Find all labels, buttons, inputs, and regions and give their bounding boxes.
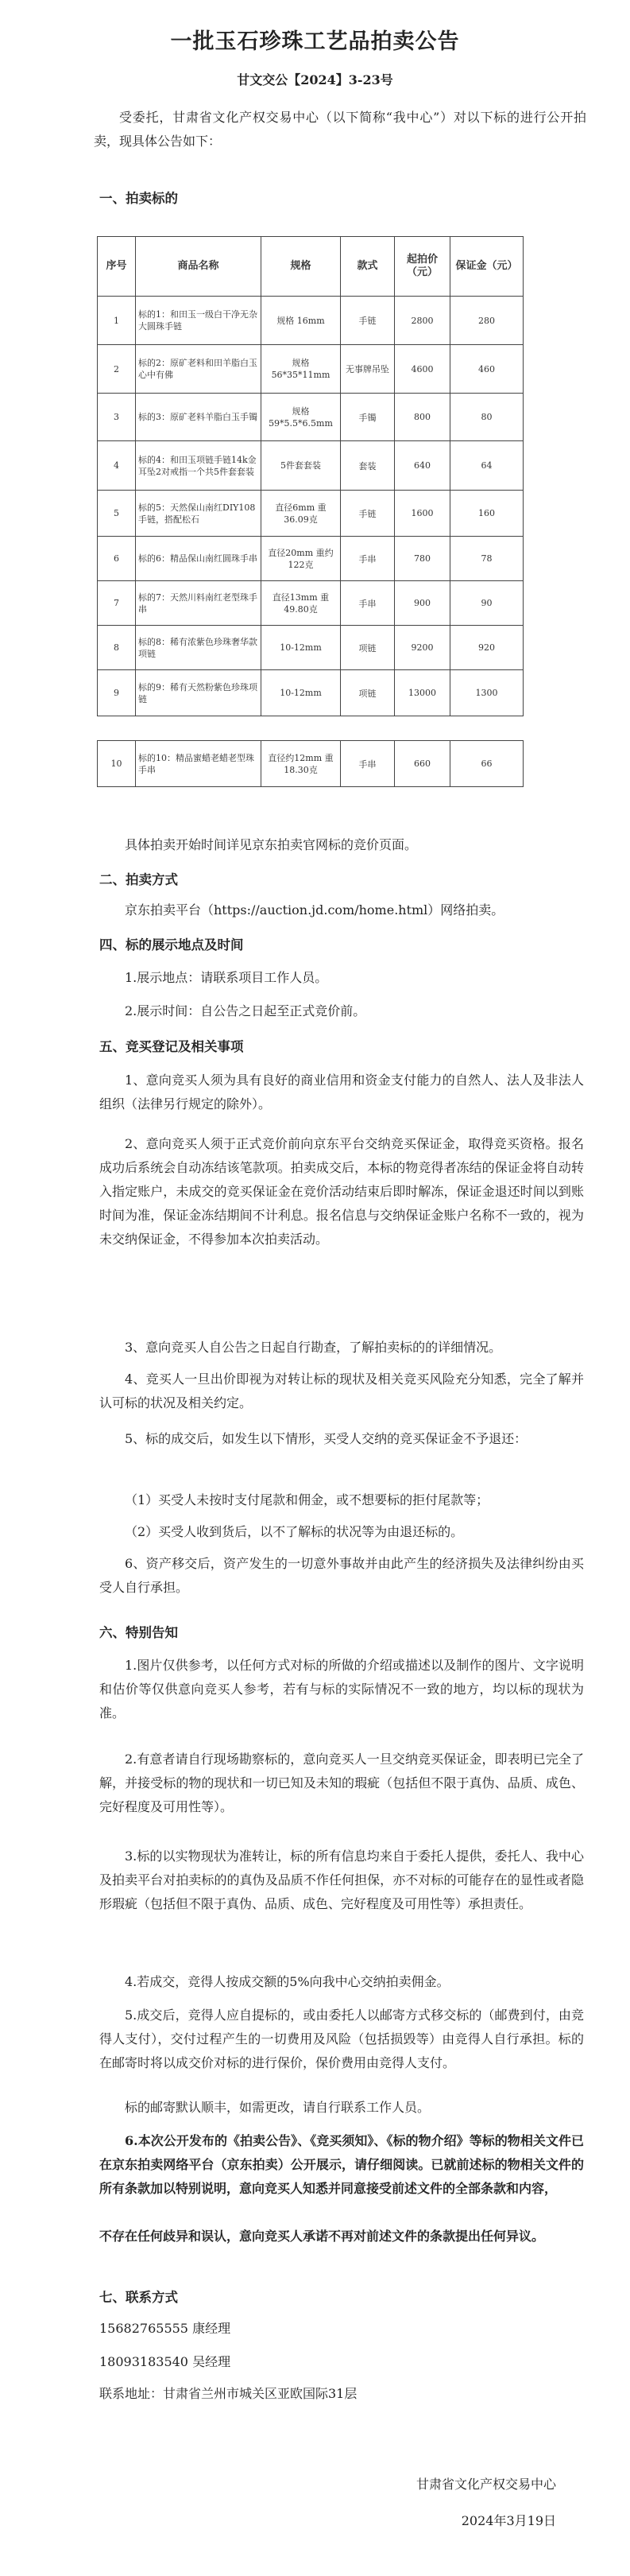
display-place: 1.展示地点：请联系项目工作人员。 — [125, 970, 328, 985]
cell-no: 8 — [98, 626, 136, 670]
table-row — [98, 670, 524, 716]
header-name: 商品名称 — [136, 237, 261, 297]
cell-style: 手镯 — [341, 394, 395, 441]
cell-deposit: 66 — [450, 741, 524, 787]
cell-name: 标的6：精品保山南红圆珠手串 — [136, 537, 261, 581]
registration-item-5b: （2）买受人收到货后，以不了解标的状况等为由退还标的。 — [125, 1524, 464, 1539]
cell-spec: 10-12mm — [261, 670, 341, 716]
registration-item-4: 4、竞买人一旦出价即视为对转让标的现状及相关竞买风险充分知悉，完全了解并认可标的状况及相关约定。 — [99, 1371, 584, 1410]
table-row — [98, 537, 524, 581]
section-heading-special: 六、特别告知 — [99, 1625, 178, 1640]
cell-no: 3 — [98, 394, 136, 441]
special-item-1: 1.图片仅供参考，以任何方式对标的所做的介绍或描述以及制作的图片、文字说明和估价等仅供意向竞买人参考，若有与标的实际情况不一致的地方，均以标的现状为准。 — [99, 1658, 584, 1721]
cell-spec: 直径约12mm 重18.30克 — [261, 741, 341, 787]
section-heading-registration: 五、竞买登记及相关事项 — [99, 1039, 244, 1054]
cell-deposit: 80 — [450, 394, 524, 441]
cell-deposit: 280 — [450, 297, 524, 345]
special-item-2: 2.有意者请自行现场勘察标的，意向竞买人一旦交纳竞买保证金，即表明已完全了解，并接受标的物的现状和一切已知及未知的瑕疵（包括但不限于真伪、品质、成色、完好程度及可用性等）。 — [99, 1752, 584, 1814]
cell-start-price: 1600 — [395, 491, 450, 537]
cell-start-price: 660 — [395, 741, 450, 787]
section-heading-method: 二、拍卖方式 — [99, 872, 178, 887]
display-time: 2.展示时间：自公告之日起至正式竞价前。 — [125, 1003, 366, 1018]
cell-name: 标的8：稀有浓紫色珍珠奢华款项链 — [136, 626, 261, 670]
cell-deposit: 78 — [450, 537, 524, 581]
contact-phone-1: 15682765555 康经理 — [99, 2321, 231, 2336]
header-no: 序号 — [98, 237, 136, 297]
cell-style: 无事牌吊坠 — [341, 345, 395, 394]
cell-spec: 5件套套装 — [261, 441, 341, 491]
cell-name: 标的9：稀有天然粉紫色珍珠项链 — [136, 670, 261, 716]
cell-spec: 规格 56*35*11mm — [261, 345, 341, 394]
registration-item-3: 3、意向竞买人自公告之日起自行勘查，了解拍卖标的的详细情况。 — [125, 1340, 502, 1355]
registration-item-5a: （1）买受人未按时支付尾款和佣金，或不想要标的拒付尾款等； — [125, 1492, 489, 1507]
cell-spec: 10-12mm — [261, 626, 341, 670]
section-heading-display: 四、标的展示地点及时间 — [99, 937, 244, 952]
lots-table — [97, 236, 524, 787]
document-number: 甘文交公【2024】3-23号 — [237, 72, 393, 87]
registration-item-5: 5、标的成交后，如发生以下情形，买受人交纳的竞买保证金不予退还： — [125, 1431, 528, 1446]
cell-style: 项链 — [341, 670, 395, 716]
header-style: 款式 — [341, 237, 395, 297]
special-item-6: 6.本次公开发布的《拍卖公告》、《竞买须知》、《标的物介绍》等标的物相关文件已在京东拍卖网络平台（京东拍卖）公开展示，请仔细阅读。已就前述标的物相关文件的所有条款加以特别说明，意向竞买人知悉并同意接受前述文件的全部条款和内容， — [99, 2133, 584, 2196]
cell-deposit: 160 — [450, 491, 524, 537]
section-heading-contact: 七、联系方式 — [99, 2290, 178, 2305]
special-item-5b: 标的邮寄默认顺丰，如需更改，请自行联系工作人员。 — [125, 2100, 431, 2115]
signature-org: 甘肃省文化产权交易中心 — [415, 2477, 556, 2492]
header-spec: 规格 — [261, 237, 341, 297]
cell-name: 标的1：和田玉一级白干净无杂大圆珠手链 — [136, 297, 261, 345]
cell-name: 标的4：和田玉项链手链14k金耳坠2对戒指一个共5件套套装 — [136, 441, 261, 491]
table-row — [98, 626, 524, 670]
cell-no: 2 — [98, 345, 136, 394]
cell-style: 手串 — [341, 581, 395, 626]
cell-spec: 直径20mm 重约122克 — [261, 537, 341, 581]
contact-phone-2: 18093183540 吴经理 — [99, 2354, 231, 2369]
cell-no: 6 — [98, 537, 136, 581]
cell-start-price: 2800 — [395, 297, 450, 345]
cell-spec: 直径13mm 重49.80克 — [261, 581, 341, 626]
cell-style: 手链 — [341, 297, 395, 345]
header-deposit: 保证金（元） — [450, 237, 524, 297]
table-row — [98, 491, 524, 537]
registration-item-6: 6、资产移交后，资产发生的一切意外事故并由此产生的经济损失及法律纠纷由买受人自行承担。 — [99, 1556, 584, 1595]
cell-deposit: 460 — [450, 345, 524, 394]
auction-method-text: 京东拍卖平台（https://auction.jd.com/home.html）网络拍卖。 — [125, 902, 504, 918]
cell-no: 5 — [98, 491, 136, 537]
cell-start-price: 900 — [395, 581, 450, 626]
cell-no: 10 — [98, 741, 136, 787]
table-row — [98, 441, 524, 491]
table-gap-row — [98, 716, 524, 741]
cell-start-price: 13000 — [395, 670, 450, 716]
cell-spec: 直径6mm 重36.09克 — [261, 491, 341, 537]
cell-deposit: 1300 — [450, 670, 524, 716]
cell-name: 标的3：原矿老料羊脂白玉手镯 — [136, 394, 261, 441]
intro-paragraph: 受委托，甘肃省文化产权交易中心（以下简称“我中心”）对以下标的进行公开拍卖，现具体公告如下： — [94, 110, 586, 149]
table-row — [98, 297, 524, 345]
cell-start-price: 780 — [395, 537, 450, 581]
registration-item-1: 1、意向竞买人须为具有良好的商业信用和资金支付能力的自然人、法人及非法人组织（法律另行规定的除外）。 — [99, 1073, 584, 1111]
cell-style: 手链 — [341, 491, 395, 537]
table-row — [98, 345, 524, 394]
table-row — [98, 394, 524, 441]
cell-no: 4 — [98, 441, 136, 491]
section-heading-lots: 一、拍卖标的 — [99, 191, 178, 206]
cell-start-price: 640 — [395, 441, 450, 491]
cell-style: 手串 — [341, 537, 395, 581]
auction-time-note: 具体拍卖开始时间详见京东拍卖官网标的竞价页面。 — [125, 837, 418, 852]
cell-deposit: 90 — [450, 581, 524, 626]
cell-start-price: 800 — [395, 394, 450, 441]
special-item-7: 不存在任何歧异和误认，意向竞买人承诺不再对前述文件的条款提出任何异议。 — [99, 2229, 545, 2244]
table-row — [98, 581, 524, 626]
header-start-price: 起拍价（元） — [395, 237, 450, 297]
registration-item-2: 2、意向竞买人须于正式竞价前向京东平台交纳竞买保证金，取得竞买资格。报名成功后系统会自动冻结该笔款项。拍卖成交后，本标的物竞得者冻结的保证金将自动转入指定账户，未成交的竞买保证金在竞价活动结束后即时解冻，保证金退还时间以到账时间为准，保证金冻结期间不计利息。报名信息与交纳保证金账户名称不一致的，视为未交纳保证金，不得参加本次拍卖活动。 — [99, 1136, 584, 1247]
cell-no: 1 — [98, 297, 136, 345]
cell-no: 9 — [98, 670, 136, 716]
page-title: 一批玉石珍珠工艺品拍卖公告 — [170, 29, 460, 54]
special-item-3: 3.标的以实物现状为准转让，标的所有信息均来自于委托人提供，委托人、我中心及拍卖平台对拍卖标的的真伪及品质不作任何担保，亦不对标的可能存在的显性或者隐形瑕疵（包括但不限于真伪、品质、成色、完好程度及可用性等）承担责任。 — [99, 1849, 584, 1911]
cell-style: 手串 — [341, 741, 395, 787]
cell-deposit: 920 — [450, 626, 524, 670]
table-row — [98, 741, 524, 787]
signature-date: 2024年3月19日 — [461, 2513, 556, 2528]
cell-spec: 规格 59*5.5*6.5mm — [261, 394, 341, 441]
cell-name: 标的7：天然川料南红老型珠手串 — [136, 581, 261, 626]
table-header-row — [98, 237, 524, 297]
cell-spec: 规格 16mm — [261, 297, 341, 345]
cell-style: 项链 — [341, 626, 395, 670]
cell-start-price: 9200 — [395, 626, 450, 670]
cell-name: 标的10：精品蜜蜡老蜡老型珠手串 — [136, 741, 261, 787]
cell-no: 7 — [98, 581, 136, 626]
special-item-5: 5.成交后，竞得人应自提标的，或由委托人以邮寄方式移交标的（邮费到付，由竞得人支付），交付过程产生的一切费用及风险（包括损毁等）由竞得人自行承担。标的在邮寄时将以成交价对标的进行保价，保价费用由竞得人支付。 — [99, 2008, 584, 2070]
cell-start-price: 4600 — [395, 345, 450, 394]
cell-name: 标的5：天然保山南红DIY108手链，搭配松石 — [136, 491, 261, 537]
special-item-4: 4.若成交，竞得人按成交额的5%向我中心交纳拍卖佣金。 — [125, 1974, 450, 1989]
cell-deposit: 64 — [450, 441, 524, 491]
cell-name: 标的2：原矿老料和田羊脂白玉心中有佛 — [136, 345, 261, 394]
contact-address: 联系地址：甘肃省兰州市城关区亚欧国际31层 — [99, 2386, 358, 2401]
cell-style: 套装 — [341, 441, 395, 491]
